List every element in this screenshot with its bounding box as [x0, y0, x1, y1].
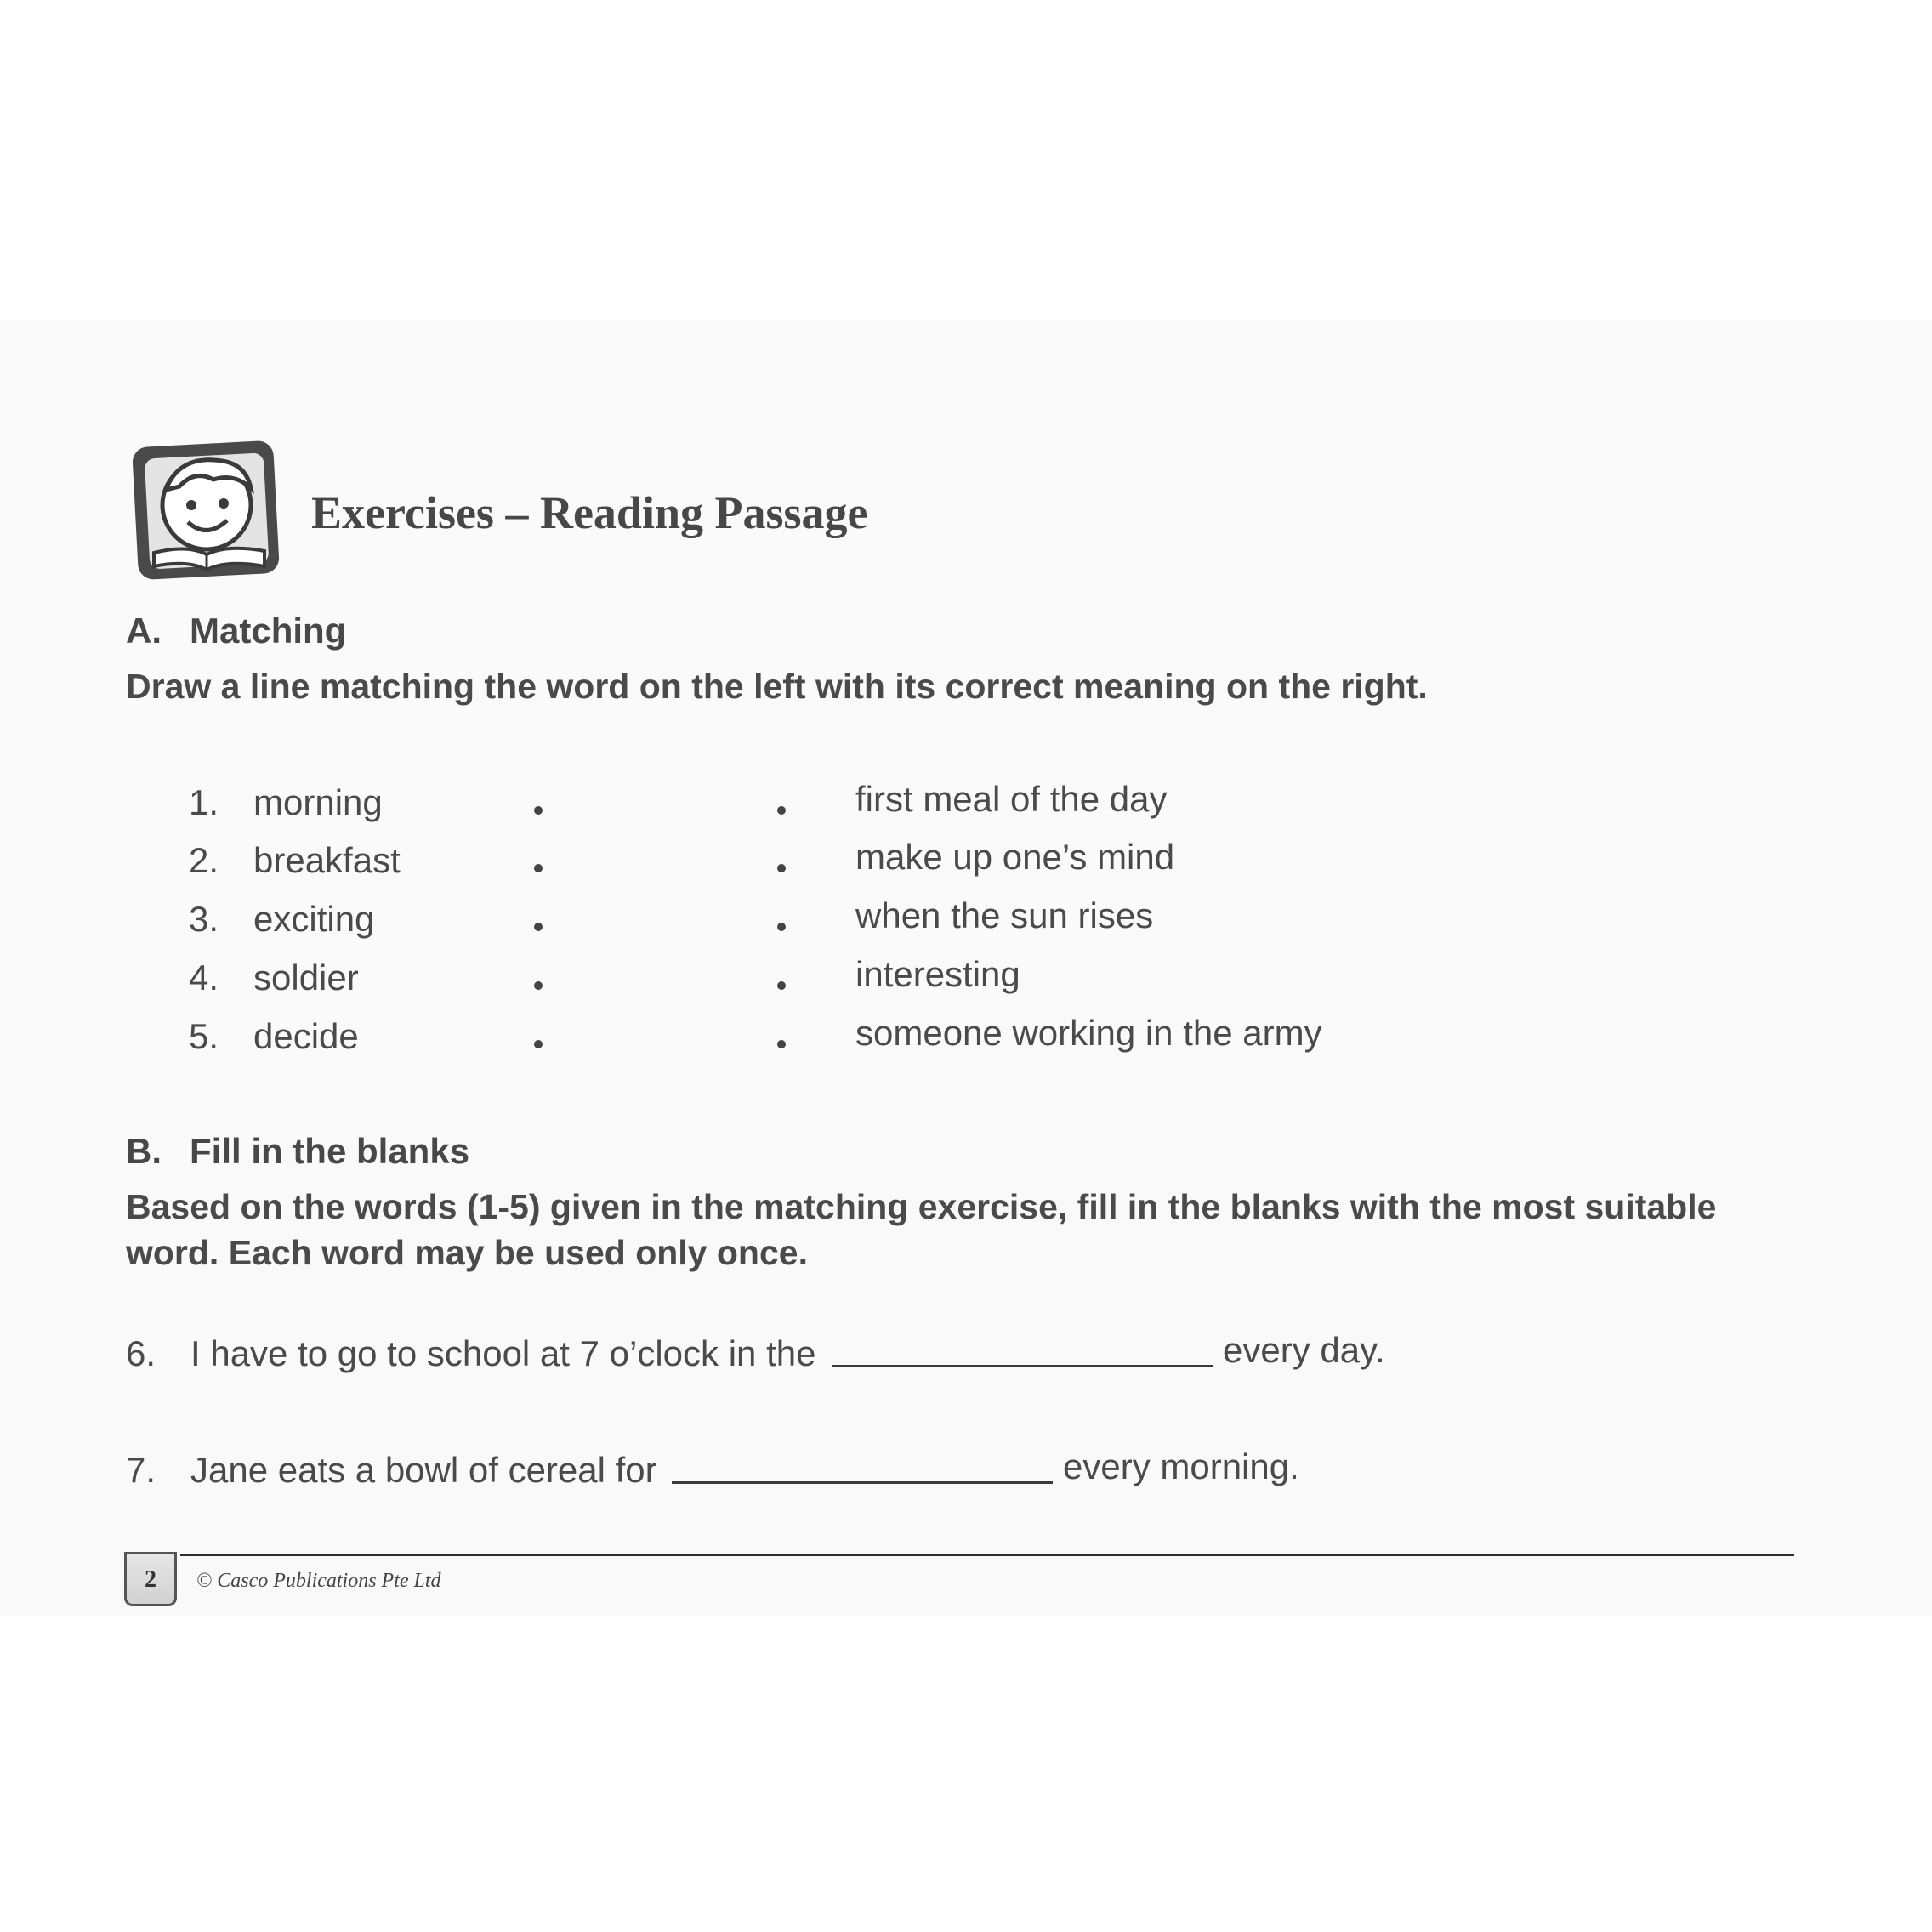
item-number: 1.: [189, 782, 219, 822]
item-word: morning: [253, 782, 383, 822]
item-number: 2.: [189, 840, 219, 880]
question-text-before: I have to go to school at 7 o’clock in the: [190, 1333, 816, 1373]
section-b-letter: B.: [126, 1131, 162, 1171]
right-match-dot[interactable]: [777, 923, 786, 931]
item-meaning: when the sun rises: [855, 895, 1154, 935]
item-meaning: interesting: [855, 954, 1020, 994]
item-number: 3.: [189, 899, 219, 939]
matching-row: [0, 837, 1932, 891]
matching-row: [0, 954, 1932, 1009]
right-match-dot[interactable]: [777, 864, 786, 872]
section-a-heading: [126, 611, 346, 651]
left-match-dot[interactable]: [534, 806, 543, 815]
section-b-instruction: [126, 1184, 1827, 1276]
item-word: decide: [253, 1016, 359, 1056]
item-number: 4.: [189, 957, 219, 997]
left-match-dot[interactable]: [534, 864, 543, 872]
left-match-dot[interactable]: [534, 923, 543, 931]
answer-blank[interactable]: [832, 1365, 1213, 1367]
copyright-notice: © Casco Publications Pte Ltd: [196, 1570, 441, 1592]
item-meaning: make up one’s mind: [855, 837, 1175, 877]
left-match-dot[interactable]: [534, 1040, 543, 1048]
question-row: [0, 1330, 1932, 1384]
matching-row: [0, 779, 1932, 833]
page-number: 2: [124, 1552, 177, 1606]
section-a-title: Matching: [190, 611, 347, 651]
page-title: Exercises – Reading Passage: [311, 487, 868, 538]
right-match-dot[interactable]: [777, 981, 786, 990]
instruction-line: Based on the words (1-5) given in the matching exercise, fill in the blanks with the most suitable: [126, 1187, 1717, 1226]
right-match-dot[interactable]: [777, 1040, 786, 1048]
item-word: soldier: [253, 957, 359, 997]
item-word: exciting: [253, 899, 375, 939]
question-text-after: every day.: [1223, 1330, 1385, 1370]
question-number: 6.: [126, 1333, 156, 1373]
instruction-line: word. Each word may be used only once.: [126, 1233, 808, 1272]
section-b-heading: [126, 1131, 469, 1172]
question-number: 7.: [126, 1450, 156, 1490]
right-match-dot[interactable]: [777, 806, 786, 815]
section-a-instruction: Draw a line matching the word on the left with its correct meaning on the right.: [126, 667, 1428, 706]
item-word: breakfast: [253, 840, 401, 880]
question-text-before: Jane eats a bowl of cereal for: [190, 1450, 657, 1490]
matching-row: [0, 895, 1932, 950]
item-meaning: first meal of the day: [855, 779, 1168, 819]
question-row: [0, 1446, 1932, 1501]
reading-child-icon: [128, 439, 288, 583]
answer-blank[interactable]: [672, 1481, 1053, 1484]
matching-row: [0, 1013, 1932, 1067]
left-match-dot[interactable]: [534, 981, 543, 990]
footer-rule: [180, 1554, 1794, 1556]
item-meaning: someone working in the army: [855, 1013, 1322, 1053]
section-a-letter: A.: [126, 611, 162, 651]
section-b-title: Fill in the blanks: [190, 1131, 470, 1171]
item-number: 5.: [189, 1016, 219, 1056]
question-text-after: every morning.: [1063, 1446, 1299, 1486]
